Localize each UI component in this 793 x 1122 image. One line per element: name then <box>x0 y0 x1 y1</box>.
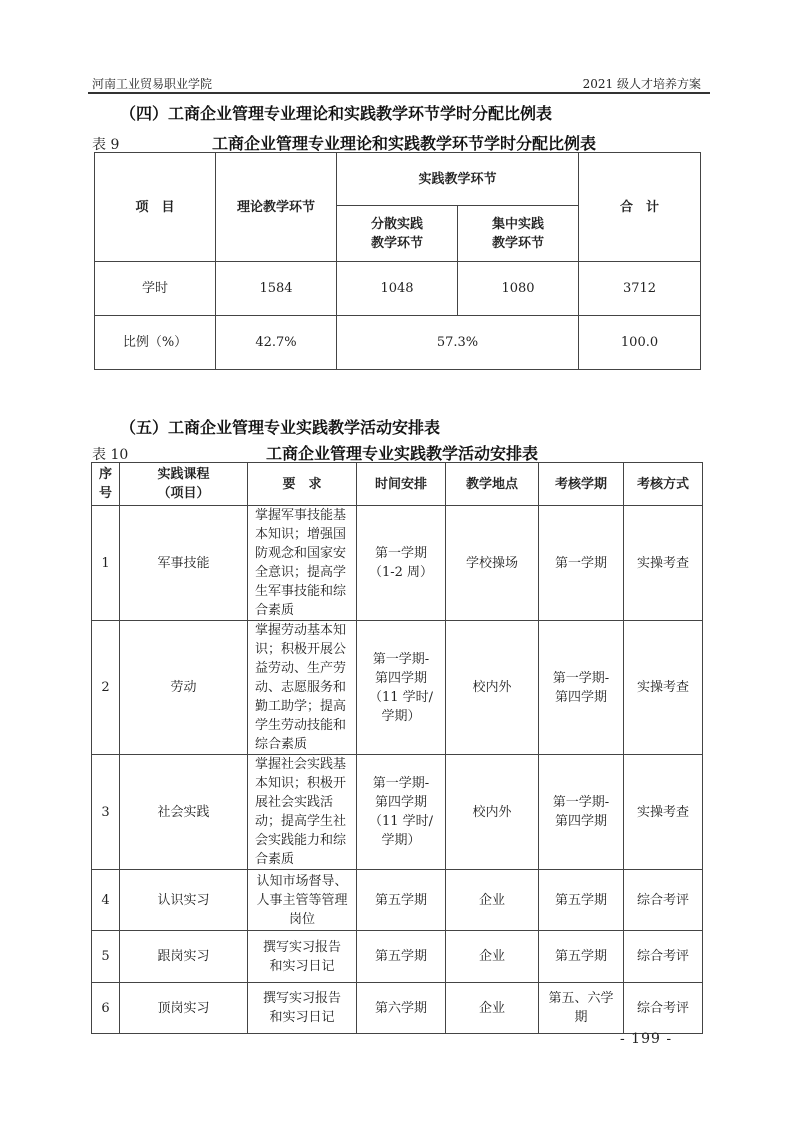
cell-no: 1 <box>92 506 120 621</box>
cell-req: 认知市场督导、人事主管等管理岗位 <box>248 870 357 931</box>
cell-place: 企业 <box>446 931 539 983</box>
cell-method: 实操考查 <box>624 755 703 870</box>
cell-place: 学校操场 <box>446 506 539 621</box>
header-rule <box>88 92 710 94</box>
cell-method: 实操考查 <box>624 506 703 621</box>
t9-cell-theory: 42.7% <box>216 316 337 370</box>
t10-header-req: 要 求 <box>248 463 357 506</box>
cell-no: 5 <box>92 931 120 983</box>
cell-req: 掌握社会实践基本知识；积极开展社会实践活动；提高学生社会实践能力和综合素质 <box>248 755 357 870</box>
header-doc-title: 2021 级人才培养方案 <box>582 77 701 91</box>
cell-method: 综合考评 <box>624 870 703 931</box>
section5-heading: （五）工商企业管理专业实践教学活动安排表 <box>120 418 441 437</box>
table-row <box>92 870 703 931</box>
cell-course: 认识实习 <box>120 870 248 931</box>
cell-time: 第一学期- 第四学期 （11 学时/ 学期） <box>357 755 446 870</box>
cell-method: 实操考查 <box>624 621 703 755</box>
t10-header-row <box>92 463 703 506</box>
cell-req: 掌握劳动基本知识；积极开展公益劳动、生产劳动、志愿服务和勤工助学；提高学生劳动技能和综合素质 <box>248 621 357 755</box>
cell-method: 综合考评 <box>624 983 703 1034</box>
cell-no: 2 <box>92 621 120 755</box>
cell-term: 第五学期 <box>539 931 624 983</box>
cell-req: 撰写实习报告和实习日记 <box>248 983 357 1034</box>
cell-no: 6 <box>92 983 120 1034</box>
cell-course: 劳动 <box>120 621 248 755</box>
t9-row-hours <box>95 262 701 316</box>
cell-term: 第一学期- 第四学期 <box>539 621 624 755</box>
cell-no: 4 <box>92 870 120 931</box>
t10-header-term: 考核学期 <box>539 463 624 506</box>
table-row <box>92 506 703 621</box>
t9-cell-scattered: 1048 <box>337 262 458 316</box>
cell-method: 综合考评 <box>624 931 703 983</box>
t9-cell-total: 100.0 <box>579 316 701 370</box>
cell-place: 校内外 <box>446 755 539 870</box>
cell-req: 撰写实习报告和实习日记 <box>248 931 357 983</box>
cell-place: 校内外 <box>446 621 539 755</box>
cell-time: 第六学期 <box>357 983 446 1034</box>
table10-number: 表 10 <box>92 447 129 463</box>
table-row <box>92 621 703 755</box>
t9-cell-label: 比例（%） <box>95 316 216 370</box>
table10-title: 工商企业管理专业实践教学活动安排表 <box>266 444 539 463</box>
cell-term: 第五学期 <box>539 870 624 931</box>
cell-course: 军事技能 <box>120 506 248 621</box>
header-institution: 河南工业贸易职业学院 <box>92 77 213 91</box>
cell-term: 第五、六学期 <box>539 983 624 1034</box>
cell-time: 第五学期 <box>357 870 446 931</box>
cell-term: 第一学期 <box>539 506 624 621</box>
t9-header-theory: 理论教学环节 <box>216 153 337 262</box>
page-number: - 199 - <box>620 1031 673 1047</box>
table-row <box>92 931 703 983</box>
table-row <box>92 755 703 870</box>
t10-header-method: 考核方式 <box>624 463 703 506</box>
table9-title: 工商企业管理专业理论和实践教学环节学时分配比例表 <box>212 134 597 153</box>
table9 <box>94 152 701 370</box>
t9-cell-total: 3712 <box>579 262 701 316</box>
table10 <box>91 462 703 1034</box>
cell-time: 第一学期- 第四学期 （11 学时/ 学期） <box>357 621 446 755</box>
t9-cell-practice: 57.3% <box>337 316 579 370</box>
t10-header-no: 序 号 <box>92 463 120 506</box>
cell-place: 企业 <box>446 983 539 1034</box>
cell-req: 掌握军事技能基本知识；增强国防观念和国家安全意识；提高学生军事技能和综合素质 <box>248 506 357 621</box>
t9-cell-label: 学时 <box>95 262 216 316</box>
cell-time: 第一学期 （1-2 周） <box>357 506 446 621</box>
t9-header-total: 合 计 <box>579 153 701 262</box>
cell-course: 社会实践 <box>120 755 248 870</box>
t9-row-ratio <box>95 316 701 370</box>
t9-header-concentrated: 集中实践 教学环节 <box>458 206 579 262</box>
cell-term: 第一学期- 第四学期 <box>539 755 624 870</box>
t9-cell-concentrated: 1080 <box>458 262 579 316</box>
table9-number: 表 9 <box>92 137 120 153</box>
cell-no: 3 <box>92 755 120 870</box>
t10-header-course: 实践课程 （项目） <box>120 463 248 506</box>
t9-cell-theory: 1584 <box>216 262 337 316</box>
cell-course: 跟岗实习 <box>120 931 248 983</box>
cell-course: 顶岗实习 <box>120 983 248 1034</box>
t9-header-scattered: 分散实践 教学环节 <box>337 206 458 262</box>
t10-header-place: 教学地点 <box>446 463 539 506</box>
section4-heading: （四）工商企业管理专业理论和实践教学环节学时分配比例表 <box>120 104 553 123</box>
table-row <box>92 983 703 1034</box>
t9-header-practice: 实践教学环节 <box>337 153 579 206</box>
cell-time: 第五学期 <box>357 931 446 983</box>
t10-header-time: 时间安排 <box>357 463 446 506</box>
cell-place: 企业 <box>446 870 539 931</box>
t9-header-item: 项 目 <box>95 153 216 262</box>
